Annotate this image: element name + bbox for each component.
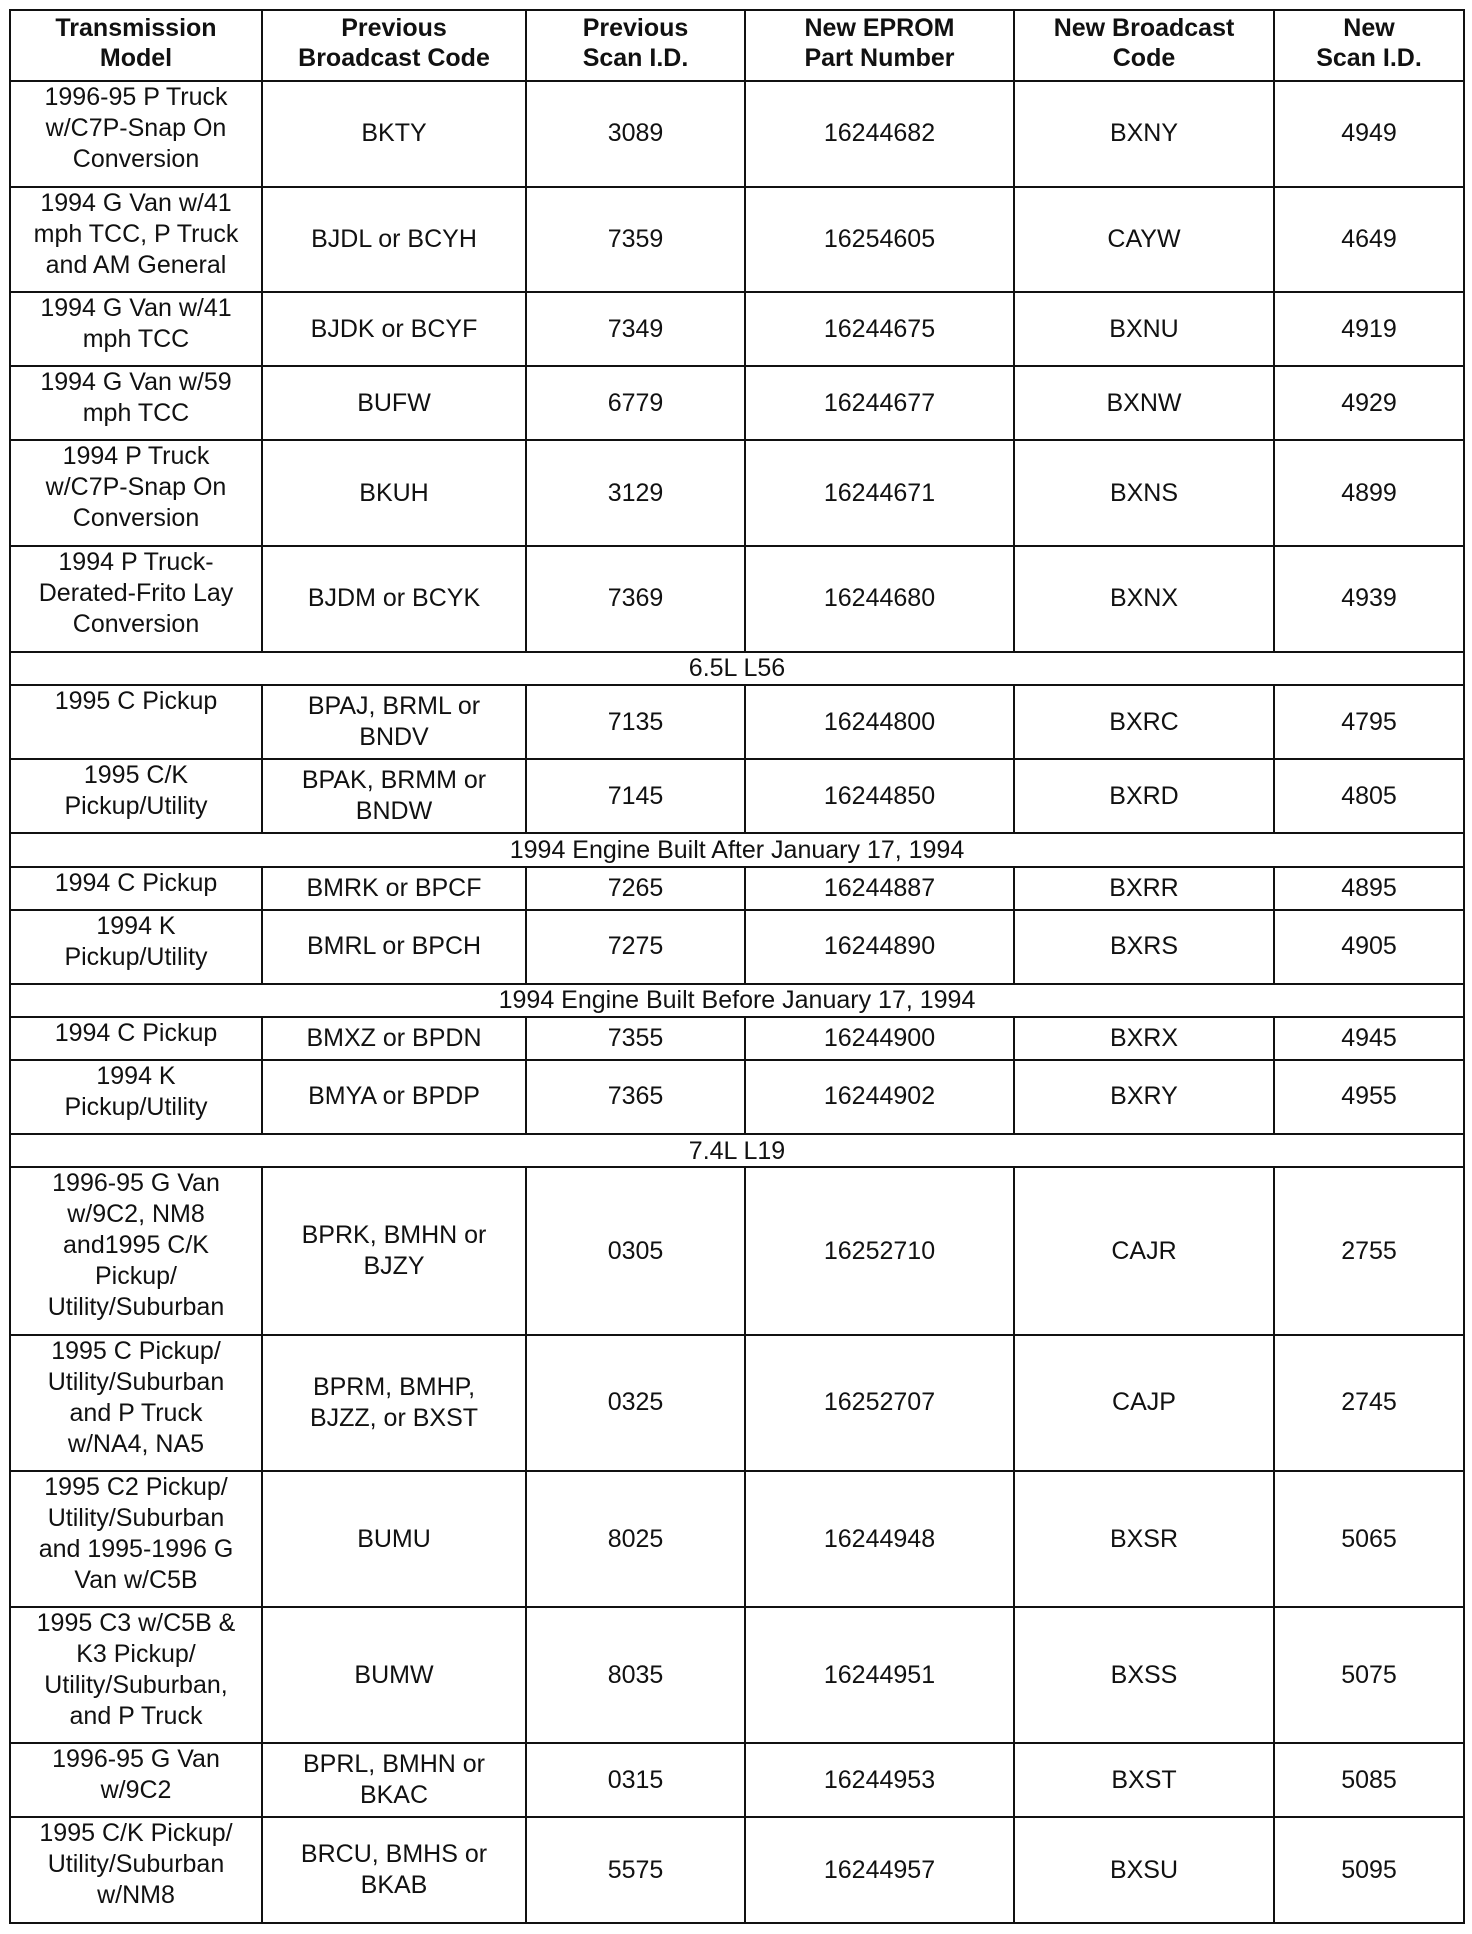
cell-previous-scan-id: 0315 <box>526 1743 745 1817</box>
cell-transmission-model: 1994 K Pickup/Utility <box>10 1060 262 1134</box>
cell-previous-broadcast-code: BUFW <box>262 366 526 440</box>
cell-new-scan-id: 2745 <box>1274 1335 1464 1471</box>
cell-new-eprom-part-number: 16254605 <box>745 187 1014 293</box>
cell-new-scan-id: 4939 <box>1274 546 1464 652</box>
cell-previous-broadcast-code: BMYA or BPDP <box>262 1060 526 1134</box>
cell-transmission-model: 1994 G Van w/59 mph TCC <box>10 366 262 440</box>
cell-new-eprom-part-number: 16244900 <box>745 1017 1014 1060</box>
cell-previous-scan-id: 7349 <box>526 292 745 366</box>
table-row <box>10 1743 1464 1817</box>
table-row <box>10 440 1464 546</box>
table-row <box>10 910 1464 984</box>
cell-previous-scan-id: 7265 <box>526 867 745 910</box>
cell-previous-scan-id: 8035 <box>526 1607 745 1743</box>
cell-previous-broadcast-code: BJDM or BCYK <box>262 546 526 652</box>
cell-new-scan-id: 4949 <box>1274 81 1464 187</box>
cell-new-scan-id: 4899 <box>1274 440 1464 546</box>
cell-previous-broadcast-code: BPRK, BMHN or BJZY <box>262 1167 526 1335</box>
cell-previous-scan-id: 7359 <box>526 187 745 293</box>
section-row <box>10 1134 1464 1168</box>
cell-previous-scan-id: 5575 <box>526 1817 745 1923</box>
cell-new-eprom-part-number: 16244850 <box>745 759 1014 833</box>
cell-new-broadcast-code: BXNY <box>1014 81 1274 187</box>
cell-new-scan-id: 4805 <box>1274 759 1464 833</box>
cell-previous-scan-id: 3129 <box>526 440 745 546</box>
cell-new-scan-id: 4955 <box>1274 1060 1464 1134</box>
cell-new-broadcast-code: BXST <box>1014 1743 1274 1817</box>
cell-new-scan-id: 4929 <box>1274 366 1464 440</box>
section-row <box>10 833 1464 867</box>
cell-new-scan-id: 4895 <box>1274 867 1464 910</box>
cell-previous-scan-id: 7135 <box>526 685 745 759</box>
cell-previous-scan-id: 8025 <box>526 1471 745 1607</box>
cell-transmission-model: 1995 C/K Pickup/ Utility/Suburban w/NM8 <box>10 1817 262 1923</box>
cell-new-eprom-part-number: 16244890 <box>745 910 1014 984</box>
section-row <box>10 652 1464 686</box>
cell-new-broadcast-code: BXSS <box>1014 1607 1274 1743</box>
cell-previous-scan-id: 7355 <box>526 1017 745 1060</box>
cell-new-scan-id: 4945 <box>1274 1017 1464 1060</box>
cell-new-broadcast-code: BXRY <box>1014 1060 1274 1134</box>
transmission-eprom-table <box>9 9 1465 1924</box>
cell-previous-broadcast-code: BUMW <box>262 1607 526 1743</box>
header-previous-scan-id: Previous Scan I.D. <box>526 10 745 81</box>
header-new-broadcast-code: New Broadcast Code <box>1014 10 1274 81</box>
cell-new-broadcast-code: BXSU <box>1014 1817 1274 1923</box>
cell-new-scan-id: 2755 <box>1274 1167 1464 1335</box>
cell-transmission-model: 1994 C Pickup <box>10 867 262 910</box>
table-row <box>10 1017 1464 1060</box>
cell-new-eprom-part-number: 16244887 <box>745 867 1014 910</box>
cell-new-eprom-part-number: 16252707 <box>745 1335 1014 1471</box>
header-new-eprom-part-number: New EPROM Part Number <box>745 10 1014 81</box>
cell-new-broadcast-code: BXNW <box>1014 366 1274 440</box>
cell-transmission-model: 1994 G Van w/41 mph TCC <box>10 292 262 366</box>
cell-new-scan-id: 4919 <box>1274 292 1464 366</box>
cell-transmission-model: 1994 P Truck- Derated-Frito Lay Conversion <box>10 546 262 652</box>
cell-new-scan-id: 5065 <box>1274 1471 1464 1607</box>
cell-previous-broadcast-code: BJDL or BCYH <box>262 187 526 293</box>
header-previous-broadcast-code: Previous Broadcast Code <box>262 10 526 81</box>
cell-new-eprom-part-number: 16244800 <box>745 685 1014 759</box>
table-row <box>10 81 1464 187</box>
cell-new-broadcast-code: BXNX <box>1014 546 1274 652</box>
cell-previous-broadcast-code: BJDK or BCYF <box>262 292 526 366</box>
cell-previous-broadcast-code: BPAK, BRMM or BNDW <box>262 759 526 833</box>
cell-transmission-model: 1996-95 G Van w/9C2, NM8 and1995 C/K Pickup/ Utility/Suburban <box>10 1167 262 1335</box>
header-row <box>10 10 1464 81</box>
cell-new-scan-id: 5085 <box>1274 1743 1464 1817</box>
cell-transmission-model: 1996-95 G Van w/9C2 <box>10 1743 262 1817</box>
cell-new-scan-id: 5075 <box>1274 1607 1464 1743</box>
cell-new-eprom-part-number: 16244953 <box>745 1743 1014 1817</box>
cell-new-scan-id: 4905 <box>1274 910 1464 984</box>
cell-transmission-model: 1994 K Pickup/Utility <box>10 910 262 984</box>
cell-new-eprom-part-number: 16244675 <box>745 292 1014 366</box>
section-row <box>10 984 1464 1018</box>
cell-new-broadcast-code: BXRR <box>1014 867 1274 910</box>
cell-previous-broadcast-code: BMRL or BPCH <box>262 910 526 984</box>
cell-new-eprom-part-number: 16244677 <box>745 366 1014 440</box>
cell-new-broadcast-code: CAJR <box>1014 1167 1274 1335</box>
table-row <box>10 1060 1464 1134</box>
cell-previous-scan-id: 0325 <box>526 1335 745 1471</box>
cell-previous-broadcast-code: BMXZ or BPDN <box>262 1017 526 1060</box>
section-header: 6.5L L56 <box>10 652 1464 686</box>
cell-new-eprom-part-number: 16244948 <box>745 1471 1014 1607</box>
cell-new-eprom-part-number: 16244680 <box>745 546 1014 652</box>
cell-new-broadcast-code: BXNU <box>1014 292 1274 366</box>
cell-previous-broadcast-code: BKTY <box>262 81 526 187</box>
cell-previous-scan-id: 6779 <box>526 366 745 440</box>
table-row <box>10 685 1464 759</box>
table-row <box>10 1167 1464 1335</box>
cell-previous-broadcast-code: BRCU, BMHS or BKAB <box>262 1817 526 1923</box>
cell-new-eprom-part-number: 16244951 <box>745 1607 1014 1743</box>
cell-new-eprom-part-number: 16244902 <box>745 1060 1014 1134</box>
cell-previous-scan-id: 7369 <box>526 546 745 652</box>
cell-new-scan-id: 4795 <box>1274 685 1464 759</box>
cell-transmission-model: 1994 P Truck w/C7P-Snap On Conversion <box>10 440 262 546</box>
cell-transmission-model: 1994 C Pickup <box>10 1017 262 1060</box>
table-row <box>10 1817 1464 1923</box>
cell-previous-broadcast-code: BPAJ, BRML or BNDV <box>262 685 526 759</box>
cell-new-eprom-part-number: 16244682 <box>745 81 1014 187</box>
table-row <box>10 366 1464 440</box>
cell-previous-broadcast-code: BPRL, BMHN or BKAC <box>262 1743 526 1817</box>
cell-previous-broadcast-code: BUMU <box>262 1471 526 1607</box>
cell-new-eprom-part-number: 16252710 <box>745 1167 1014 1335</box>
cell-previous-scan-id: 0305 <box>526 1167 745 1335</box>
section-header: 7.4L L19 <box>10 1134 1464 1168</box>
cell-new-scan-id: 4649 <box>1274 187 1464 293</box>
cell-new-broadcast-code: CAJP <box>1014 1335 1274 1471</box>
cell-transmission-model: 1995 C3 w/C5B & K3 Pickup/ Utility/Suburban, and P Truck <box>10 1607 262 1743</box>
cell-new-broadcast-code: BXRC <box>1014 685 1274 759</box>
cell-new-eprom-part-number: 16244957 <box>745 1817 1014 1923</box>
cell-previous-scan-id: 3089 <box>526 81 745 187</box>
table-row <box>10 546 1464 652</box>
table-row <box>10 1607 1464 1743</box>
table-row <box>10 1335 1464 1471</box>
header-new-scan-id: New Scan I.D. <box>1274 10 1464 81</box>
section-header: 1994 Engine Built After January 17, 1994 <box>10 833 1464 867</box>
cell-previous-scan-id: 7145 <box>526 759 745 833</box>
table-row <box>10 1471 1464 1607</box>
cell-new-broadcast-code: CAYW <box>1014 187 1274 293</box>
cell-previous-broadcast-code: BPRM, BMHP, BJZZ, or BXST <box>262 1335 526 1471</box>
cell-new-eprom-part-number: 16244671 <box>745 440 1014 546</box>
cell-transmission-model: 1996-95 P Truck w/C7P-Snap On Conversion <box>10 81 262 187</box>
table-row <box>10 187 1464 293</box>
cell-transmission-model: 1994 G Van w/41 mph TCC, P Truck and AM General <box>10 187 262 293</box>
cell-previous-scan-id: 7275 <box>526 910 745 984</box>
cell-new-broadcast-code: BXRD <box>1014 759 1274 833</box>
section-header: 1994 Engine Built Before January 17, 1994 <box>10 984 1464 1018</box>
cell-previous-broadcast-code: BMRK or BPCF <box>262 867 526 910</box>
cell-transmission-model: 1995 C Pickup/ Utility/Suburban and P Truck w/NA4, NA5 <box>10 1335 262 1471</box>
table-row <box>10 292 1464 366</box>
cell-previous-broadcast-code: BKUH <box>262 440 526 546</box>
cell-transmission-model: 1995 C Pickup <box>10 685 262 759</box>
cell-previous-scan-id: 7365 <box>526 1060 745 1134</box>
cell-new-broadcast-code: BXNS <box>1014 440 1274 546</box>
cell-new-broadcast-code: BXSR <box>1014 1471 1274 1607</box>
table-row <box>10 759 1464 833</box>
cell-new-broadcast-code: BXRS <box>1014 910 1274 984</box>
cell-new-broadcast-code: BXRX <box>1014 1017 1274 1060</box>
cell-new-scan-id: 5095 <box>1274 1817 1464 1923</box>
table-row <box>10 867 1464 910</box>
header-transmission-model: Transmission Model <box>10 10 262 81</box>
cell-transmission-model: 1995 C/K Pickup/Utility <box>10 759 262 833</box>
cell-transmission-model: 1995 C2 Pickup/ Utility/Suburban and 1995-1996 G Van w/C5B <box>10 1471 262 1607</box>
